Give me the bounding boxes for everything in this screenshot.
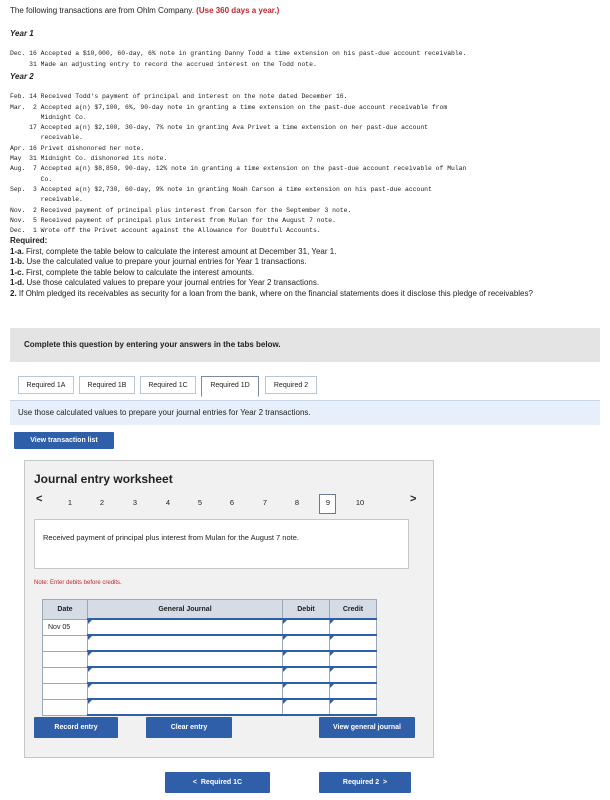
account-input[interactable] bbox=[88, 619, 283, 635]
page-10[interactable]: 10 bbox=[355, 498, 365, 507]
complete-text: Complete this question by entering your answers in the tabs below. bbox=[24, 340, 281, 349]
transaction-line: 31 Made an adjusting entry to record the accrued interest on the Todd note. bbox=[10, 60, 317, 68]
debits-note: Note: Enter debits before credits. bbox=[34, 580, 122, 586]
credit-input[interactable] bbox=[330, 699, 377, 715]
transaction-line: 17 Accepted a(n) $2,100, 30-day, 7% note in granting Ava Privet a time extension on her past-due account bbox=[10, 124, 429, 132]
transaction-line: Aug. 7 Accepted a(n) $8,850, 90-day, 12% note in granting a time extension on the past-due account receivable of Mulan bbox=[10, 165, 467, 173]
prev-page-arrow-icon[interactable]: < bbox=[36, 493, 43, 505]
page-4[interactable]: 4 bbox=[165, 498, 171, 507]
tab-required-2[interactable]: Required 2 bbox=[265, 376, 317, 394]
col-debit: Debit bbox=[283, 600, 330, 620]
tab-required-1b[interactable]: Required 1B bbox=[79, 376, 135, 394]
page-9[interactable]: 9 bbox=[325, 498, 331, 507]
page-2[interactable]: 2 bbox=[99, 498, 105, 507]
tab-required-1d[interactable]: Required 1D bbox=[201, 376, 259, 397]
row-date bbox=[43, 651, 88, 667]
chevron-right-icon: > bbox=[382, 779, 388, 786]
credit-input[interactable] bbox=[330, 683, 377, 699]
account-input[interactable] bbox=[88, 667, 283, 683]
account-input[interactable] bbox=[88, 683, 283, 699]
credit-input[interactable] bbox=[330, 635, 377, 651]
instruction-panel bbox=[10, 400, 600, 425]
credit-input[interactable] bbox=[330, 619, 377, 635]
required-1a: 1-a. First, complete the table below to calculate the interest amount at December 31, Year 1. bbox=[10, 246, 337, 256]
transaction-line: Nov. 5 Received payment of principal plus interest from Mulan for the August 7 note. bbox=[10, 216, 336, 224]
intro-emphasis: (Use 360 days a year.) bbox=[196, 6, 280, 15]
prev-required-button[interactable] bbox=[165, 772, 270, 793]
row-date bbox=[43, 683, 88, 699]
tab-required-1a[interactable]: Required 1A bbox=[18, 376, 74, 394]
transaction-line: receivable. bbox=[10, 134, 83, 142]
debit-input[interactable] bbox=[283, 619, 330, 635]
next-page-arrow-icon[interactable]: > bbox=[410, 493, 417, 505]
entry-description: Received payment of principal plus interest from Mulan for the August 7 note. bbox=[43, 533, 299, 542]
debit-input[interactable] bbox=[283, 635, 330, 651]
entry-description-box bbox=[34, 519, 409, 569]
year1-transactions bbox=[10, 39, 606, 80]
col-date: Date bbox=[43, 600, 88, 620]
account-input[interactable] bbox=[88, 651, 283, 667]
instruction-text: Use those calculated values to prepare your journal entries for Year 2 transactions. bbox=[18, 408, 311, 417]
page-5[interactable]: 5 bbox=[197, 498, 203, 507]
required-1d: 1-d. Use those calculated values to prepare your journal entries for Year 2 transactions. bbox=[10, 278, 320, 288]
required-heading: Required: bbox=[10, 236, 48, 245]
table-row bbox=[43, 619, 377, 635]
next-required-button[interactable] bbox=[319, 772, 411, 793]
debit-input[interactable] bbox=[283, 699, 330, 715]
worksheet-title: Journal entry worksheet bbox=[34, 472, 173, 486]
credit-input[interactable] bbox=[330, 667, 377, 683]
prev-required-label: Required 1C bbox=[200, 779, 243, 786]
transaction-line: Co. bbox=[10, 175, 53, 183]
account-input[interactable] bbox=[88, 635, 283, 651]
transaction-line: May 31 Midnight Co. dishonored its note. bbox=[10, 155, 168, 163]
clear-entry-button[interactable]: Clear entry bbox=[146, 717, 232, 738]
debit-input[interactable] bbox=[283, 651, 330, 667]
tab-required-1c[interactable]: Required 1C bbox=[140, 376, 196, 394]
transaction-line: Sep. 3 Accepted a(n) $2,730, 60-day, 9% note in granting Noah Carson a time extension on his past-due account bbox=[10, 185, 432, 193]
transaction-line: Dec. 16 Accepted a $10,000, 60-day, 6% note in granting Danny Todd a time extension on his past-due account receivable. bbox=[10, 50, 467, 58]
page-7[interactable]: 7 bbox=[262, 498, 268, 507]
transaction-line: Mar. 2 Accepted a(n) $7,100, 6%, 90-day note in granting a time extension on the past-due account receivable from bbox=[10, 103, 448, 111]
required-1c: 1-c. First, complete the table below to calculate the interest amounts. bbox=[10, 267, 255, 277]
table-row bbox=[43, 683, 377, 699]
transaction-line: Feb. 14 Received Todd's payment of principal and interest on the note dated December 16. bbox=[10, 93, 348, 101]
debit-input[interactable] bbox=[283, 667, 330, 683]
transaction-line: Nov. 2 Received payment of principal plus interest from Carson for the September 3 note. bbox=[10, 206, 352, 214]
debit-input[interactable] bbox=[283, 683, 330, 699]
row-date bbox=[43, 635, 88, 651]
col-credit: Credit bbox=[330, 600, 377, 620]
table-row bbox=[43, 699, 377, 715]
transaction-line: Midnight Co. bbox=[10, 113, 87, 121]
year2-transactions bbox=[10, 82, 606, 247]
page-8[interactable]: 8 bbox=[294, 498, 300, 507]
row-date bbox=[43, 667, 88, 683]
problem-intro bbox=[10, 6, 279, 15]
required-1b: 1-b. Use the calculated value to prepare your journal entries for Year 1 transactions. bbox=[10, 257, 307, 267]
required-2: 2. If Ohlm pledged its receivables as security for a loan from the bank, where on the financial statements does it disclose this pledge of receivables? bbox=[10, 288, 533, 298]
view-transaction-list-button[interactable]: View transaction list bbox=[14, 432, 114, 449]
credit-input[interactable] bbox=[330, 651, 377, 667]
complete-banner bbox=[10, 328, 600, 362]
row-date bbox=[43, 699, 88, 715]
intro-text: The following transactions are from Ohlm Company. bbox=[10, 6, 194, 15]
page-3[interactable]: 3 bbox=[132, 498, 138, 507]
col-general-journal: General Journal bbox=[88, 600, 283, 620]
table-row bbox=[43, 651, 377, 667]
record-entry-button[interactable]: Record entry bbox=[34, 717, 118, 738]
view-general-journal-button[interactable]: View general journal bbox=[319, 717, 415, 738]
year1-label: Year 1 bbox=[10, 29, 34, 38]
page-6[interactable]: 6 bbox=[229, 498, 235, 507]
table-row bbox=[43, 667, 377, 683]
next-required-label: Required 2 bbox=[342, 779, 380, 786]
year2-label: Year 2 bbox=[10, 72, 34, 81]
required-section bbox=[10, 236, 600, 300]
table-row bbox=[43, 635, 377, 651]
row-date: Nov 05 bbox=[43, 619, 88, 635]
page-1[interactable]: 1 bbox=[67, 498, 73, 507]
chevron-left-icon: < bbox=[192, 779, 197, 786]
account-input[interactable] bbox=[88, 699, 283, 715]
transaction-line: Apr. 16 Privet dishonored her note. bbox=[10, 144, 145, 152]
transaction-line: Dec. 1 Wrote off the Privet account against the Allowance for Doubtful Accounts. bbox=[10, 227, 321, 235]
journal-table bbox=[42, 599, 377, 716]
transaction-line: receivable. bbox=[10, 196, 83, 204]
